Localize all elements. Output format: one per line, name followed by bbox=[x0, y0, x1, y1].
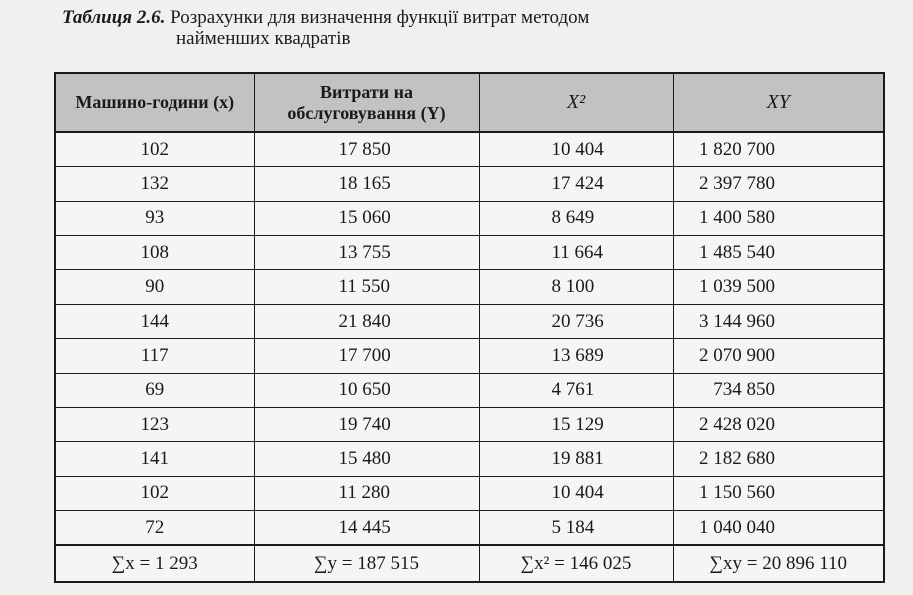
cell-x-squared: 8 649 bbox=[479, 201, 673, 235]
caption-label: Таблиця 2.6. bbox=[62, 7, 166, 28]
cell-x-squared: 13 689 bbox=[479, 339, 673, 373]
table-row bbox=[56, 201, 883, 235]
total-x-squared: ∑x² = 146 025 bbox=[479, 545, 673, 581]
table-row bbox=[56, 442, 883, 476]
total-y: ∑y = 187 515 bbox=[254, 545, 479, 581]
cell-x-squared: 11 664 bbox=[479, 236, 673, 270]
cell-xy: 2 182 680 bbox=[673, 442, 883, 476]
table-row bbox=[56, 407, 883, 441]
cell-x-squared: 20 736 bbox=[479, 304, 673, 338]
cell-xy: 1 040 040 bbox=[673, 511, 883, 546]
data-table bbox=[56, 74, 883, 581]
cell-service-costs: 13 755 bbox=[254, 236, 479, 270]
cell-service-costs: 10 650 bbox=[254, 373, 479, 407]
cell-service-costs: 21 840 bbox=[254, 304, 479, 338]
caption-text-line2: найменших квадратів bbox=[176, 28, 351, 49]
header-x-squared: X² bbox=[479, 74, 673, 132]
cell-xy: 1 820 700 bbox=[673, 132, 883, 167]
header-machine-hours: Машино-години (x) bbox=[56, 74, 254, 132]
table-row bbox=[56, 511, 883, 546]
cell-machine-hours: 102 bbox=[56, 132, 254, 167]
table-body bbox=[56, 132, 883, 581]
cell-x-squared: 15 129 bbox=[479, 407, 673, 441]
cell-machine-hours: 144 bbox=[56, 304, 254, 338]
cell-machine-hours: 72 bbox=[56, 511, 254, 546]
cell-machine-hours: 141 bbox=[56, 442, 254, 476]
table-row bbox=[56, 167, 883, 201]
cell-service-costs: 18 165 bbox=[254, 167, 479, 201]
cell-machine-hours: 93 bbox=[56, 201, 254, 235]
cell-service-costs: 11 550 bbox=[254, 270, 479, 304]
cell-machine-hours: 108 bbox=[56, 236, 254, 270]
cell-xy: 1 400 580 bbox=[673, 201, 883, 235]
cell-xy: 1 485 540 bbox=[673, 236, 883, 270]
table-totals-row bbox=[56, 545, 883, 581]
cell-xy: 2 070 900 bbox=[673, 339, 883, 373]
cell-machine-hours: 69 bbox=[56, 373, 254, 407]
cell-x-squared: 17 424 bbox=[479, 167, 673, 201]
table-row bbox=[56, 304, 883, 338]
table-caption bbox=[62, 7, 762, 49]
cell-service-costs: 14 445 bbox=[254, 511, 479, 546]
cell-machine-hours: 123 bbox=[56, 407, 254, 441]
cell-service-costs: 17 850 bbox=[254, 132, 479, 167]
cell-service-costs: 17 700 bbox=[254, 339, 479, 373]
table-header-row bbox=[56, 74, 883, 132]
table-row bbox=[56, 373, 883, 407]
cell-x-squared: 19 881 bbox=[479, 442, 673, 476]
cell-x-squared: 4 761 bbox=[479, 373, 673, 407]
cell-xy: 1 150 560 bbox=[673, 476, 883, 510]
cell-x-squared: 10 404 bbox=[479, 476, 673, 510]
caption-text-line1: Розрахунки для визначення функції витрат методом bbox=[170, 7, 590, 28]
table-row bbox=[56, 270, 883, 304]
cell-service-costs: 15 480 bbox=[254, 442, 479, 476]
cell-service-costs: 11 280 bbox=[254, 476, 479, 510]
cell-service-costs: 15 060 bbox=[254, 201, 479, 235]
cell-xy: 2 428 020 bbox=[673, 407, 883, 441]
cell-machine-hours: 102 bbox=[56, 476, 254, 510]
table-row bbox=[56, 339, 883, 373]
table-row bbox=[56, 132, 883, 167]
total-xy: ∑xy = 20 896 110 bbox=[673, 545, 883, 581]
cell-x-squared: 8 100 bbox=[479, 270, 673, 304]
cell-xy: 3 144 960 bbox=[673, 304, 883, 338]
cell-machine-hours: 90 bbox=[56, 270, 254, 304]
cell-machine-hours: 117 bbox=[56, 339, 254, 373]
cell-x-squared: 10 404 bbox=[479, 132, 673, 167]
table-row bbox=[56, 476, 883, 510]
cell-service-costs: 19 740 bbox=[254, 407, 479, 441]
total-x: ∑x = 1 293 bbox=[56, 545, 254, 581]
cell-xy: 734 850 bbox=[673, 373, 883, 407]
cell-xy: 1 039 500 bbox=[673, 270, 883, 304]
header-xy: XY bbox=[673, 74, 883, 132]
cell-machine-hours: 132 bbox=[56, 167, 254, 201]
data-table-frame bbox=[54, 72, 885, 583]
cell-x-squared: 5 184 bbox=[479, 511, 673, 546]
table-row bbox=[56, 236, 883, 270]
cell-xy: 2 397 780 bbox=[673, 167, 883, 201]
header-service-costs: Витрати на обслуговування (Y) bbox=[254, 74, 479, 132]
